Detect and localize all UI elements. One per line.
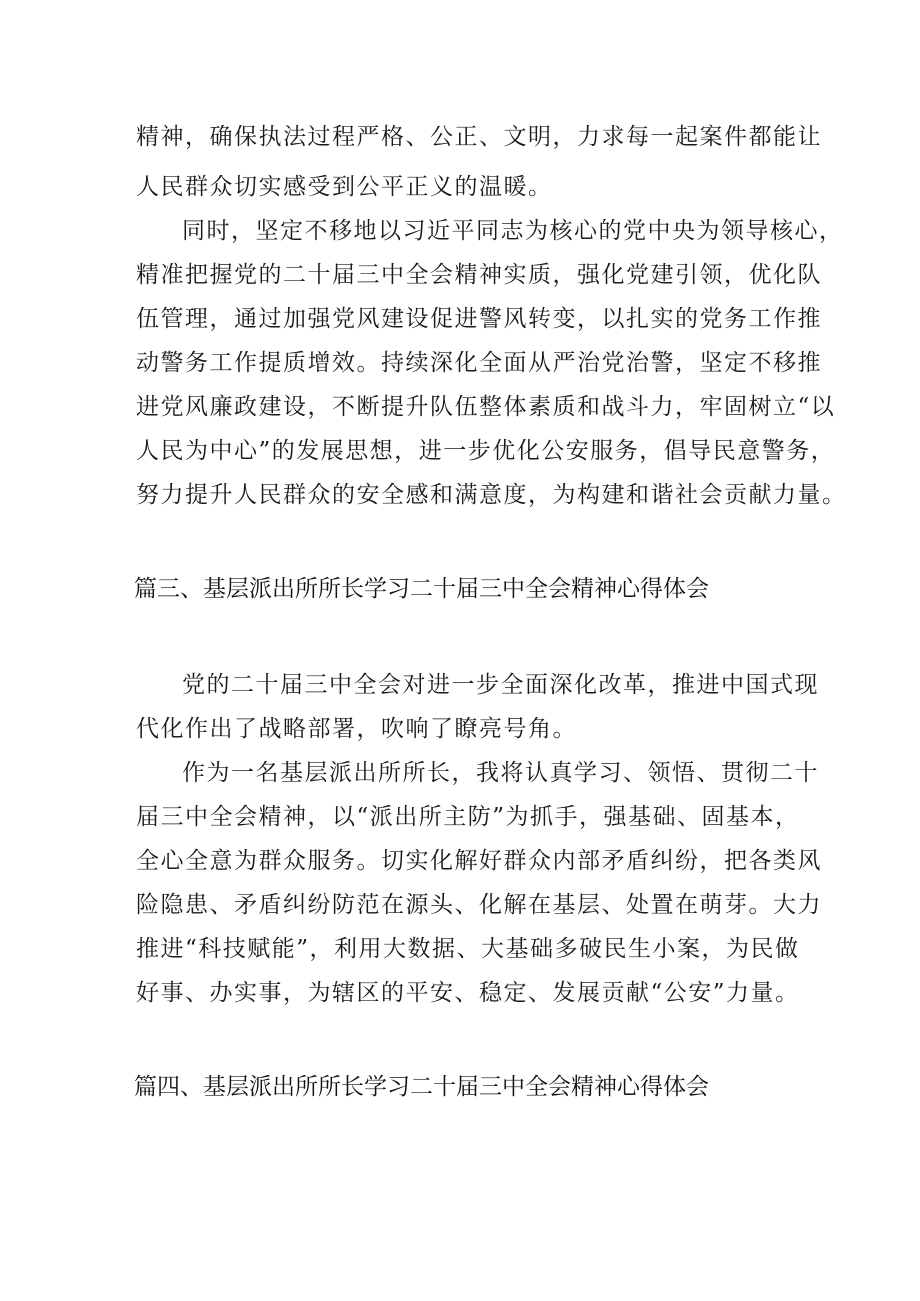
paragraph-line: 全心全意为群众服务。切实化解好群众内部矛盾纠纷，把各类风 [136,848,822,874]
paragraph-line: 推进“科技赋能”，利用大数据、大基础多破民生小案，为民做 [136,936,800,962]
paragraph-line: 动警务工作提质增效。持续深化全面从严治党治警，坚定不移推 [136,350,822,376]
paragraph-line: 努力提升人民群众的安全感和满意度，为构建和谐社会贡献力量。 [136,482,847,508]
paragraph-line: 同时，坚定不移地以习近平同志为核心的党中央为领导核心， [182,218,844,244]
paragraph-line: 作为一名基层派出所所长，我将认真学习、领悟、贯彻二十 [182,760,819,786]
paragraph-line: 人民为中心”的发展思想，进一步优化公安服务，倡导民意警务， [136,438,836,464]
paragraph-line: 届三中全会精神，以“派出所主防”为抓手，强基础、固基本， [136,804,800,830]
paragraph-line: 精准把握党的二十届三中全会精神实质，强化党建引领，优化队 [136,262,822,288]
paragraph-line: 进党风廉政建设，不断提升队伍整体素质和战斗力，牢固树立“以 [136,394,836,420]
paragraph-line: 人民群众切实感受到公平正义的温暖。 [136,174,553,200]
paragraph-line: 好事、办实事，为辖区的平安、稳定、发展贡献“公安”力量。 [136,980,800,1006]
paragraph-line: 伍管理，通过加强党风建设促进警风转变，以扎实的党务工作推 [136,306,822,332]
paragraph-line: 代化作出了战略部署，吹响了瞭亮号角。 [136,716,577,742]
paragraph-line: 精神，确保执法过程严格、公正、文明，力求每一起案件都能让 [136,124,822,150]
section-four-title: 篇四、基层派出所所长学习二十届三中全会精神心得体会 [134,1074,709,1100]
paragraph-line: 党的二十届三中全会对进一步全面深化改革，推进中国式现 [182,672,819,698]
section-three-title: 篇三、基层派出所所长学习二十届三中全会精神心得体会 [134,576,709,602]
paragraph-line: 险隐患、矛盾纠纷防范在源头、化解在基层、处置在萌芽。大力 [136,892,822,918]
